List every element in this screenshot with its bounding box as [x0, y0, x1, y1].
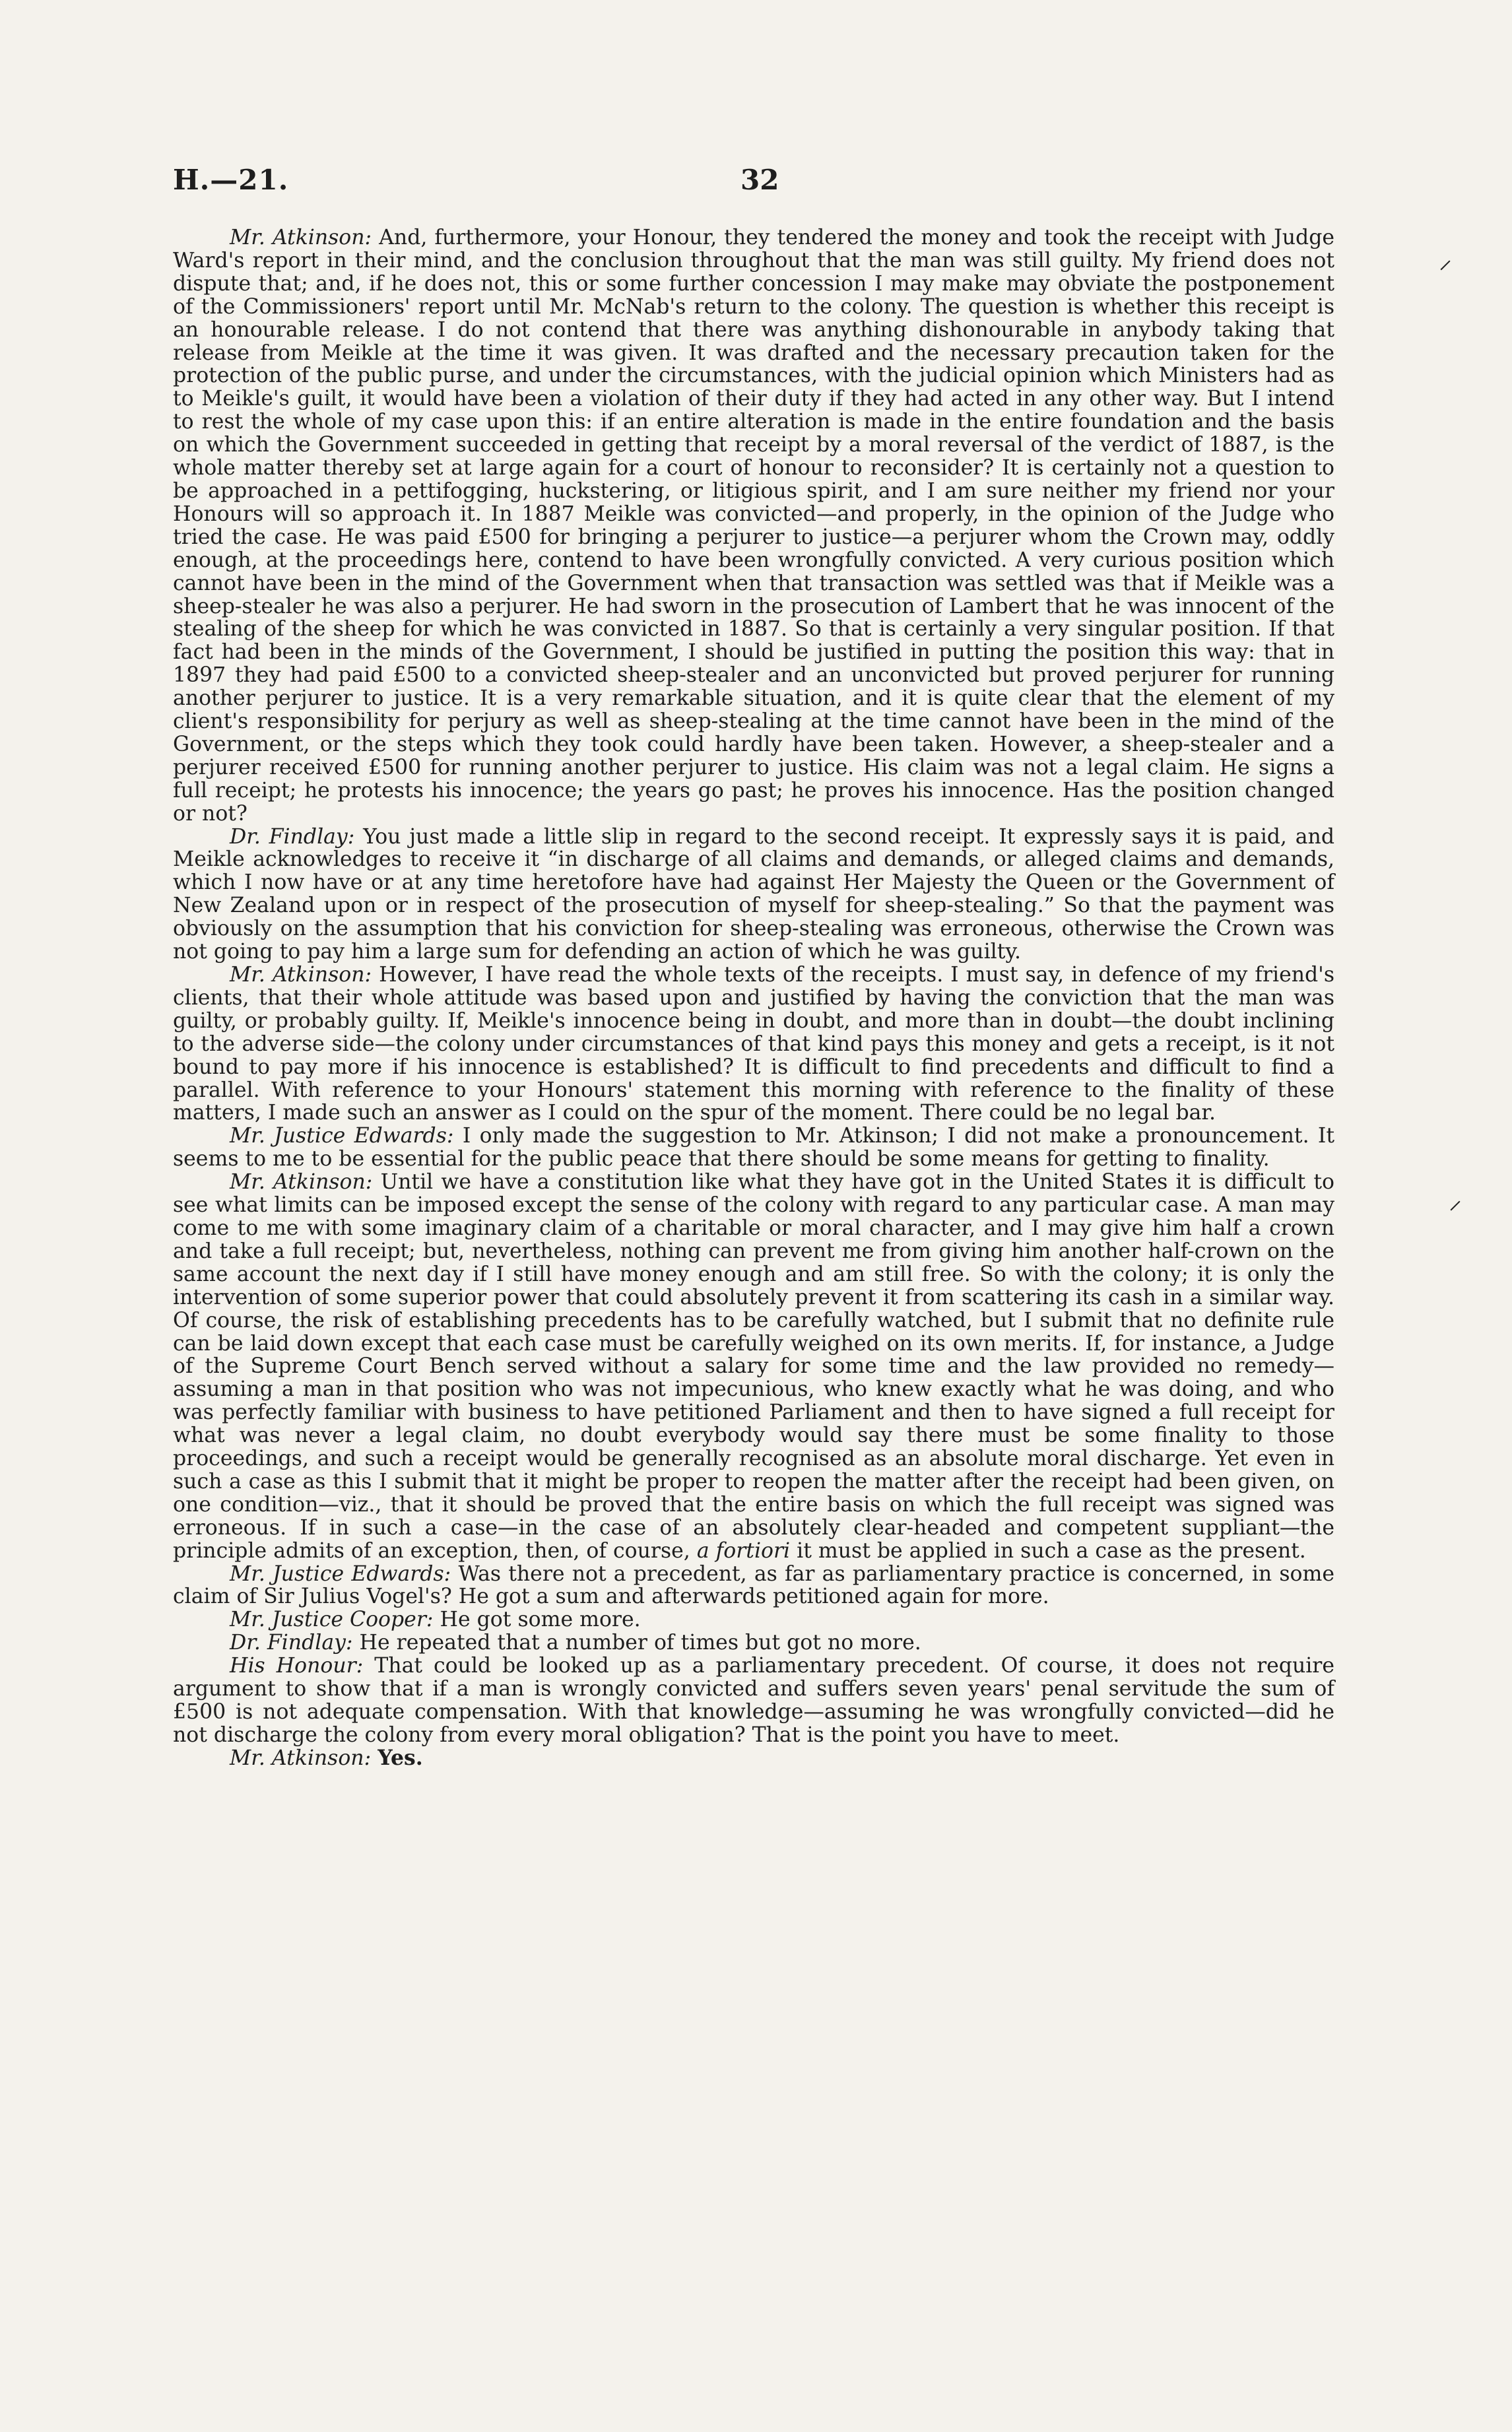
- paragraph-4: [173, 1125, 1334, 1171]
- speaker-name: Dr. Findlay:: [230, 1631, 353, 1655]
- paragraph-text: That could be looked up as a parliamentary precedent. Of course, it does not require argument to show that if a man is wrongly convicted and suffers seven years' penal servitude the sum of £500 is not adequate compensation. With that knowledge—assuming he was wrongfully convicted—did he not discharge the colony from every moral obligation? That is the point you have to meet.: [173, 1654, 1334, 1747]
- speaker-name: Mr. Atkinson:: [230, 1746, 372, 1770]
- paragraph-text: You just made a little slip in regard to the second receipt. It expressly says it is paid, and Meikle acknowledges to receive it “in discharge of all claims and demands, or alleged claims and demands, which I now have or at any time heretofore have had against Her Majesty the Queen or the Government of New Zealand upon or in respect of the prosecution of myself for sheep-stealing.” So that the payment was obviously on the assumption that his conviction for sheep-stealing was erroneous, otherwise the Crown was not going to pay him a large sum for defending an action of which he was guilty.: [173, 824, 1334, 964]
- paragraph-9: [173, 1655, 1334, 1747]
- page-header: [173, 164, 1334, 203]
- paragraph-text: And, furthermore, your Honour, they tendered the money and took the receipt with Judge Ward's report in their mind, and the conclusion throughout that the man was still guilty. My friend does not dispute that; and, if he does not, this or some further concession I may make may obviate the postponement of the Commissioners' report until Mr. McNab's return to the colony. The question is whether this receipt is an honourable release. I do not contend that there was anything dishonourable in anybody taking that release from Meikle at the time it was given. It was drafted and the necessary precaution taken for the protection of the public purse, and under the circumstances, with the judicial opinion which Ministers had as to Meikle's guilt, it would have been a violation of their duty if they had acted in any other way. But I intend to rest the whole of my case upon this: if an entire alteration is made in the entire foundation and the basis on which the Government succeeded in getting that receipt by a moral reversal of the verdict of 1887, is the whole matter thereby set at large again for a court of honour to reconsider? It is certainly not a question to be approached in a pettifogging, huckstering, or litigious spirit, and I am sure neither my friend nor your Honours will so approach it. In 1887 Meikle was convicted—and properly, in the opinion of the Judge who tried the case. He was paid £500 for bringing a perjurer to justice—a perjurer whom the Crown may, oddly enough, at the proceedings here, contend to have been wrongfully convicted. A very curious position which cannot have been in the mind of the Government when that transaction was settled was that if Meikle was a sheep-stealer he was also a perjurer. He had sworn in the prosecution of Lambert that he was innocent of the stealing of the sheep for which he was convicted in 1887. So that is certainly a very singular position. If that fact had been in the minds of the Government, I should be justified in putting the position this way: that in 1897 they had paid £500 to a convicted sheep-stealer and an unconvicted but proved perjurer for running another perjurer to justice. It is a very remarkable situation, and it is quite clear that the element of my client's responsibility for perjury as well as sheep-stealing at the time cannot have been in the mind of the Government, or the steps which they took could hardly have been taken. However, a sheep-stealer and a perjurer received £500 for running another perjurer to justice. His claim was not a legal claim. He signs a full receipt; he protests his innocence; the years go past; he proves his innocence. Has the position changed or not?: [173, 226, 1335, 826]
- margin-pencil-mark: ⸍: [1439, 255, 1452, 286]
- speaker-name: Mr. Justice Edwards:: [230, 1124, 454, 1148]
- latin-phrase: a fortiori: [696, 1538, 791, 1563]
- paragraph-8: [173, 1631, 1334, 1655]
- paragraph-text: Yes.: [378, 1745, 423, 1770]
- transcript-body: [173, 226, 1334, 1770]
- speaker-name: His Honour:: [230, 1654, 364, 1678]
- paragraph-7: [173, 1608, 1334, 1631]
- speaker-name: Mr. Atkinson:: [230, 1170, 373, 1195]
- paragraph-10: [173, 1747, 1334, 1770]
- speaker-name: Mr. Atkinson:: [230, 963, 372, 987]
- paragraph-text: He got some more.: [440, 1608, 641, 1632]
- paragraph-text: He repeated that a number of times but got no more.: [359, 1631, 921, 1655]
- page-reference: H.—21.: [173, 164, 289, 196]
- speaker-name: Mr. Justice Cooper:: [230, 1608, 434, 1632]
- speaker-name: Dr. Findlay:: [230, 824, 355, 849]
- paragraph-text: Until we have a constitution like what they have got in the United States it is difficult to see what limits can be imposed except the sense of the colony with regard to any particular case. A man may come to me with some imaginary claim of a charitable or moral character, and I may give him half a crown and take a full receipt; but, nevertheless, nothing can prevent me from giving him another half-crown on the same account the next day if I still have money enough and am still free. So with the colony; it is only the intervention of some superior power that could absolutely prevent it from scattering its cash in a similar way. Of course, the risk of establishing precedents has to be carefully watched, but I submit that no definite rule can be laid down except that each case must be carefully weighed on its own merits. If, for instance, a Judge of the Supreme Court Bench served without a salary for some time and the law provided no remedy—assuming a man in that position who was not impecunious, who knew exactly what he was doing, and who was perfectly familiar with business to have petitioned Parliament and then to have signed a full receipt for what was never a legal claim, no doubt everybody would say there must be some finality to those proceedings, and such a receipt would be generally recognised as an absolute moral discharge. Yet even in such a case as this I submit that it might be proper to reopen the matter after the receipt had been given, on one condition—viz., that it should be proved that the entire basis on which the full receipt was signed was erroneous. If in such a case—in the case of an absolutely clear-headed and competent suppliant—the principle admits of an exception, then, of course,: [173, 1170, 1334, 1563]
- paragraph-5: [173, 1171, 1334, 1562]
- margin-pencil-mark: ⸍: [1449, 1196, 1462, 1226]
- paragraph-2: [173, 826, 1334, 964]
- speaker-name: Mr. Atkinson:: [230, 226, 372, 249]
- paragraph-text-after: it must be applied in such a case as the present.: [797, 1538, 1306, 1563]
- paragraph-1: [173, 226, 1334, 826]
- paragraph-6: [173, 1563, 1334, 1609]
- paragraph-3: [173, 964, 1334, 1125]
- paragraph-text: Was there not a precedent, as far as parliamentary practice is concerned, in some claim of Sir Julius Vogel's? He got a sum and afterwards petitioned again for more.: [173, 1561, 1335, 1609]
- speaker-name: Mr. Justice Edwards:: [230, 1561, 451, 1586]
- paragraph-text: However, I have read the whole texts of the receipts. I must say, in defence of my friend's clients, that their whole attitude was based upon and justified by having the conviction that the man was guilty, or probably guilty. If, Meikle's innocence being in doubt, and more than in doubt—the doubt inclining to the adverse side—the colony under circumstances of that kind pays this money and gets a receipt, is it not bound to pay more if his innocence is established? It is difficult to find precedents and difficult to find a parallel. With reference to your Honours' statement this morning with reference to the finality of these matters, I made such an answer as I could on the spur of the moment. There could be no legal bar.: [173, 963, 1334, 1125]
- paragraph-text: I only made the suggestion to Mr. Atkinson; I did not make a pronouncement. It seems to me to be essential for the public peace that there should be some means for getting to finality.: [173, 1124, 1335, 1171]
- page-number: 32: [740, 164, 779, 196]
